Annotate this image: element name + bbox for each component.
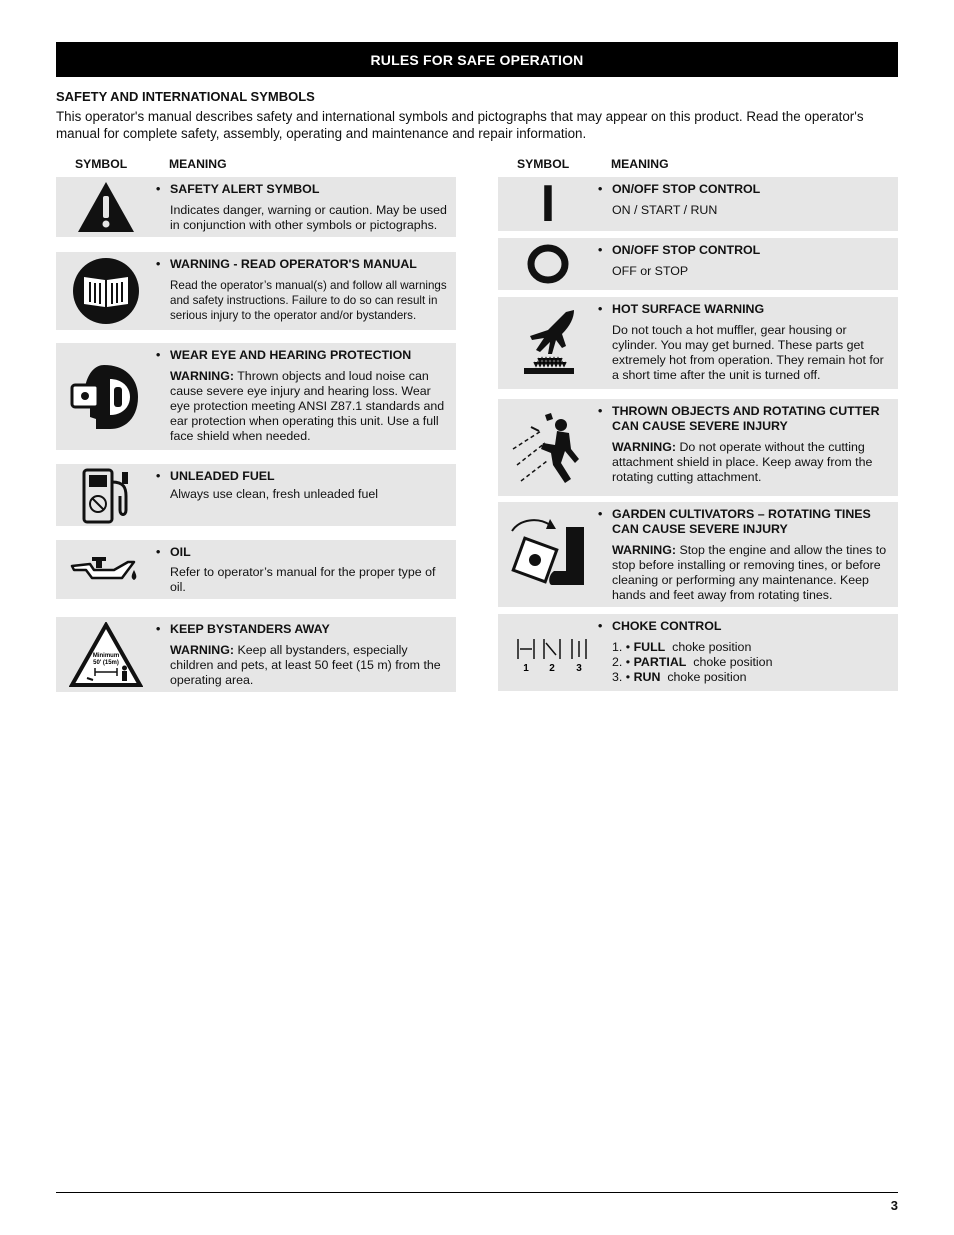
symbol-card-unleaded-fuel xyxy=(56,464,456,526)
card-title: • KEEP BYSTANDERS AWAY xyxy=(156,622,452,637)
warning-text: Do not operate without the cutting attachment shield in place. Keep away from the rotating cutting attachment. xyxy=(612,440,873,484)
choke-item-label: RUN xyxy=(633,670,661,684)
warning-text: Keep all bystanders, especially children and pets, at least 50 feet (15 m) from the operating area. xyxy=(170,643,441,687)
choke-item-num: 1. • xyxy=(612,640,631,654)
choke-list xyxy=(598,640,894,685)
symbol-card-oil xyxy=(56,540,456,599)
card-title: • OIL xyxy=(156,545,452,560)
choke-item-text: choke position xyxy=(665,640,752,654)
choke-item-num: 2. • xyxy=(612,655,631,669)
section-title: SAFETY AND INTERNATIONAL SYMBOLS xyxy=(56,89,315,104)
oil-can-icon xyxy=(56,540,156,599)
card-title: • WEAR EYE AND HEARING PROTECTION xyxy=(156,348,452,363)
symbol-card-eye-hearing xyxy=(56,343,456,450)
card-body: Do not touch a hot muffler, gear housing or cylinder. You may get burned. These parts get extremely hot from operation. They remain hot for a short time after the unit is turned off. xyxy=(612,323,884,382)
symbol-card-garden-cultivators xyxy=(498,502,898,607)
symbol-card-choke xyxy=(498,614,898,691)
card-body: Read the operator’s manual(s) and follow all warnings and safety instructions. Failure to do so can result in serious injury to the operator and/or bystanders. xyxy=(170,279,447,322)
card-body: ON / START / RUN xyxy=(612,203,718,217)
choke-number-3: 3 xyxy=(576,662,582,673)
off-symbol-icon xyxy=(498,238,598,290)
oil-label-minimum: Minimum xyxy=(92,652,120,659)
footer-divider xyxy=(56,1192,898,1193)
card-body: OFF or STOP xyxy=(612,264,689,278)
symbol-card-safety-alert xyxy=(56,177,456,237)
warning-lead: WARNING: xyxy=(612,440,677,454)
thrown-objects-icon xyxy=(498,399,598,496)
rotating-tines-icon xyxy=(498,502,598,607)
warning-text: Thrown objects and loud noise can cause severe eye injury and hearing loss. Wear eye protection meeting ANSI Z87.1 standards and ear protection when operating this unit. Use a full face shield when needed. xyxy=(170,369,445,443)
warning-lead: WARNING: xyxy=(170,369,235,383)
keep-bystanders-away-icon xyxy=(56,617,156,692)
card-body xyxy=(598,440,894,485)
choke-number-1: 1 xyxy=(523,662,529,673)
card-body: Always use clean, fresh unleaded fuel xyxy=(170,487,379,501)
card-title: • UNLEADED FUEL xyxy=(156,469,452,484)
left-meaning-header: MEANING xyxy=(169,157,227,171)
on-symbol-icon xyxy=(498,177,598,231)
warning-text: Stop the engine and allow the tines to stop before installing or removing tines, or before cleaning or performing any maintenance. Keep hands and feet away from rotating tines. xyxy=(612,543,887,602)
card-title: • GARDEN CULTIVATORS – ROTATING TINES CAN CAUSE SEVERE INJURY xyxy=(598,507,894,537)
symbol-card-thrown-objects xyxy=(498,399,898,496)
hot-surface-icon xyxy=(498,297,598,389)
choke-item-label: PARTIAL xyxy=(633,655,687,669)
safety-alert-icon xyxy=(56,177,156,237)
symbol-card-off-control xyxy=(498,238,898,290)
symbol-card-read-manual xyxy=(56,252,456,330)
card-title: • CHOKE CONTROL xyxy=(598,619,894,634)
card-body xyxy=(598,543,894,603)
choke-item-text: choke position xyxy=(686,655,773,669)
card-body: Refer to operator’s manual for the proper type of oil. xyxy=(170,565,436,594)
card-title: • WARNING - READ OPERATOR'S MANUAL xyxy=(156,257,452,272)
card-title: • HOT SURFACE WARNING xyxy=(598,302,894,317)
choke-control-icon xyxy=(498,614,598,691)
fuel-pump-icon xyxy=(56,464,156,526)
page-number: 3 xyxy=(890,1198,898,1213)
card-body xyxy=(156,369,452,444)
card-title: • SAFETY ALERT SYMBOL xyxy=(156,182,452,197)
card-title: • ON/OFF STOP CONTROL xyxy=(598,182,894,197)
card-body: Indicates danger, warning or caution. May be used in conjunction with other symbols or pictographs. xyxy=(170,203,447,232)
symbol-card-hot-surface xyxy=(498,297,898,389)
warning-lead: WARNING: xyxy=(170,643,235,657)
choke-item-num: 3. • xyxy=(612,670,631,684)
card-title: • ON/OFF STOP CONTROL xyxy=(598,243,894,258)
symbol-card-bystanders xyxy=(56,617,456,692)
warning-lead: WARNING: xyxy=(612,543,677,557)
choke-item xyxy=(612,655,894,670)
right-meaning-header: MEANING xyxy=(611,157,669,171)
header-bar xyxy=(56,42,898,77)
symbol-card-on-control xyxy=(498,177,898,231)
right-symbol-header: SYMBOL xyxy=(517,157,570,171)
page-header-title: RULES FOR SAFE OPERATION xyxy=(370,51,584,68)
on-glyph: I xyxy=(540,175,556,233)
choke-item-text: choke position xyxy=(660,670,747,684)
choke-item xyxy=(612,670,894,685)
choke-item-label: FULL xyxy=(633,640,666,654)
eye-hearing-protection-icon xyxy=(56,343,156,450)
left-symbol-header: SYMBOL xyxy=(75,157,128,171)
intro-paragraph: This operator's manual describes safety and international symbols and pictographs that may appear on this product. Read the operator's manual for complete safety, assembly, operating and maintenance and repair information. xyxy=(56,109,864,141)
choke-item xyxy=(612,640,894,655)
oil-label-distance: 50' (15m) xyxy=(93,659,119,666)
card-body xyxy=(156,643,452,688)
card-title: • THROWN OBJECTS AND ROTATING CUTTER CAN CAUSE SEVERE INJURY xyxy=(598,404,894,434)
choke-number-2: 2 xyxy=(549,662,555,673)
read-manual-icon xyxy=(56,252,156,330)
